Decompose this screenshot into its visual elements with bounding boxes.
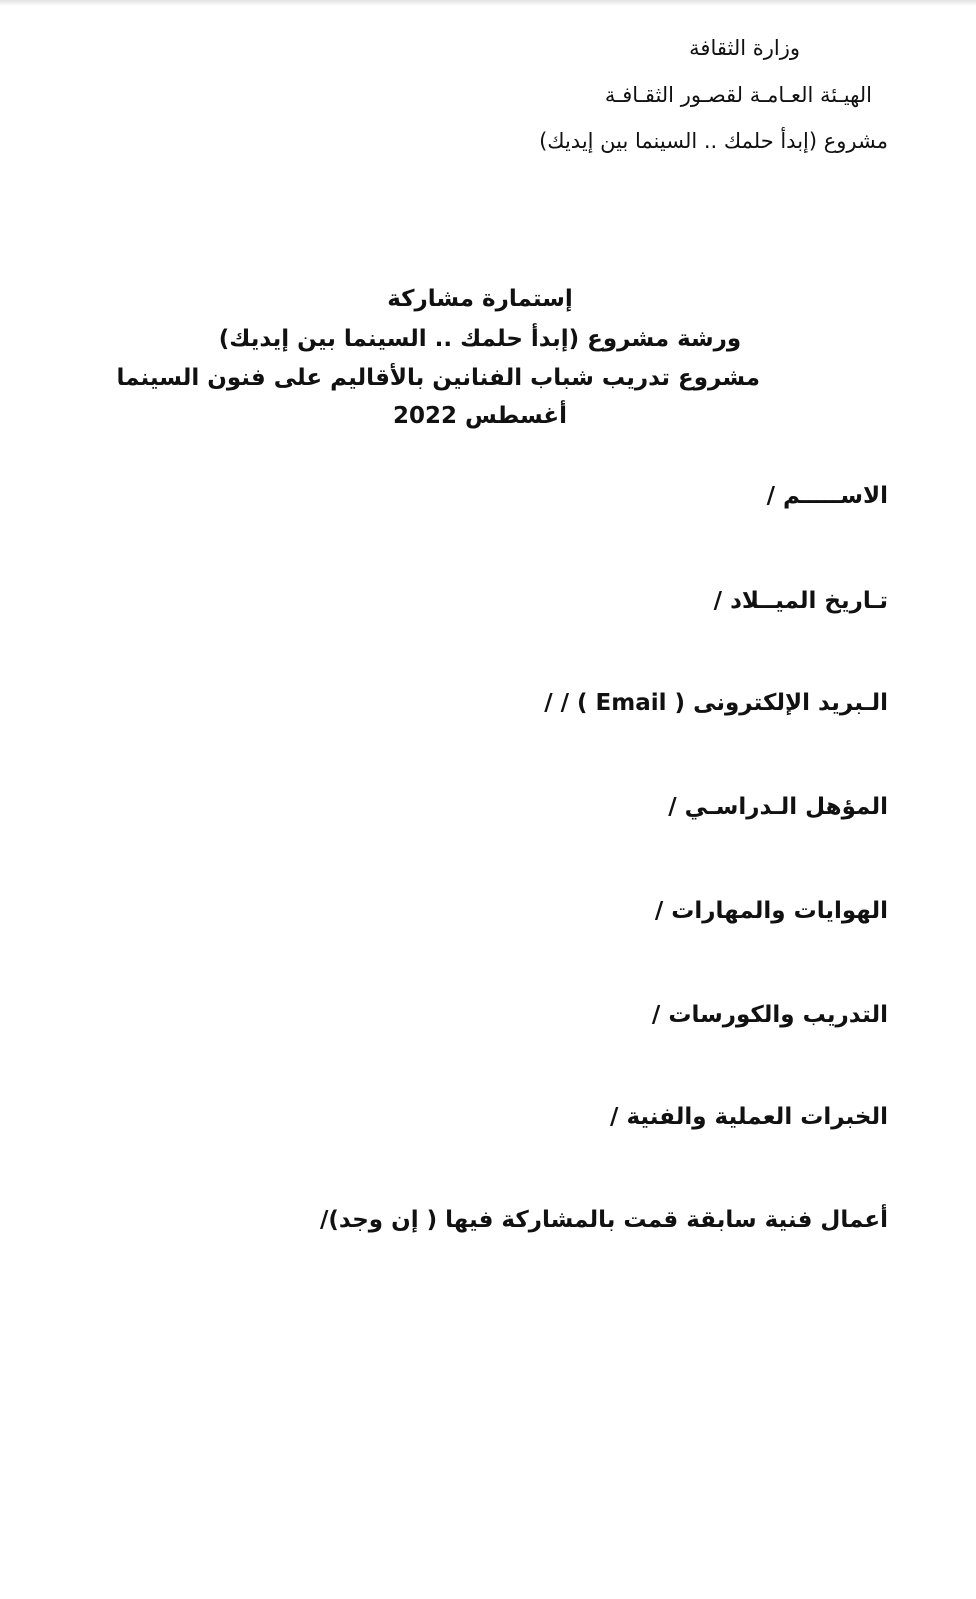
field-name bbox=[767, 483, 888, 509]
field-previous-works-separator: / bbox=[320, 1207, 329, 1233]
field-hobbies-separator: / bbox=[654, 898, 664, 924]
field-email-label: الـبريد الإلكترونى bbox=[693, 690, 888, 716]
header-authority: الهيـئة العـامـة لقصـور الثقـافـة bbox=[604, 83, 872, 107]
header-ministry: وزارة الثقافة bbox=[689, 36, 800, 60]
field-name-label: الاســـــم bbox=[783, 483, 888, 509]
field-hobbies-label: الهوايات والمهارات bbox=[671, 898, 888, 924]
field-email-separator: / / bbox=[544, 690, 569, 716]
field-experience-label: الخبرات العملية والفنية bbox=[626, 1104, 888, 1130]
field-birth-date bbox=[714, 588, 888, 614]
field-previous-works-label: أعمال فنية سابقة قمت بالمشاركة فيها ( إن وجد) bbox=[328, 1207, 888, 1233]
header-project: مشروع (إبدأ حلمك .. السينما بين إيديك) bbox=[539, 129, 888, 153]
field-email-paren-close: ) bbox=[577, 690, 588, 716]
form-subtitle-project: مشروع تدريب شباب الفنانين بالأقاليم على فنون السينما bbox=[116, 365, 760, 391]
field-qualification bbox=[668, 794, 888, 820]
field-qualification-label: المؤهل الـدراسـي bbox=[684, 794, 888, 820]
field-email bbox=[544, 690, 888, 716]
field-birth-date-label: تـاريخ الميــلاد bbox=[730, 588, 888, 614]
field-experience-separator: / bbox=[610, 1104, 619, 1130]
form-subtitle-workshop: ورشة مشروع (إبدأ حلمك .. السينما بين إيديك) bbox=[218, 326, 742, 352]
field-training-separator: / bbox=[651, 1002, 661, 1028]
field-email-paren-open: ( bbox=[674, 690, 686, 716]
field-training-label: التدريب والكورسات bbox=[668, 1002, 888, 1028]
field-name-separator: / bbox=[766, 483, 775, 509]
field-hobbies bbox=[655, 898, 888, 924]
field-training bbox=[652, 1002, 888, 1028]
field-birth-date-separator: / bbox=[713, 588, 723, 614]
field-email-word: Email bbox=[595, 690, 667, 716]
form-title: إستمارة مشاركة bbox=[387, 286, 573, 312]
field-qualification-separator: / bbox=[668, 794, 677, 820]
form-date: أغسطس 2022 bbox=[393, 403, 567, 429]
field-previous-works bbox=[320, 1207, 888, 1233]
field-experience bbox=[610, 1104, 888, 1130]
